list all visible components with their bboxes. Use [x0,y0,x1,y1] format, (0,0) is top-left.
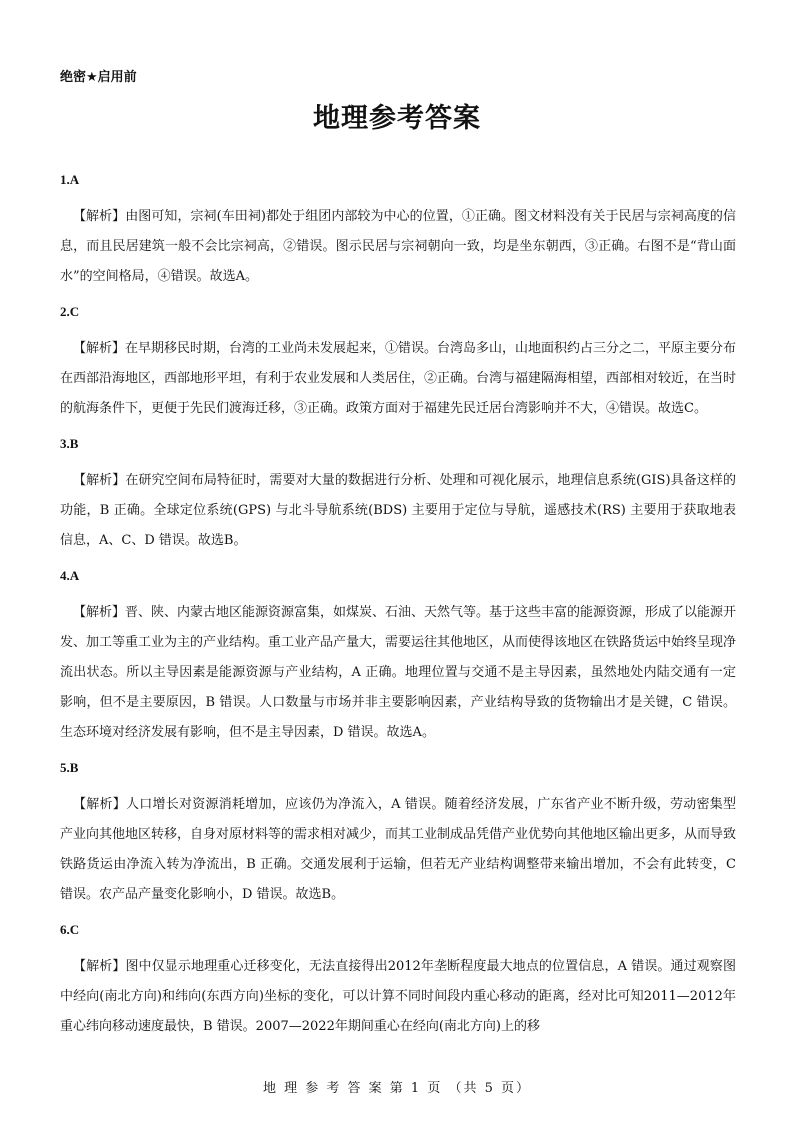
answer-item [60,300,736,424]
answer-item [60,168,736,292]
confidential-label: 绝密★启用前 [60,70,137,85]
answer-analysis: 【解析】人口增长对资源消耗增加，应该仍为净流入，A 错误。随着经济发展，广东省产业不断升级，劳动密集型产业向其他地区转移，自身对原材料等的需求相对减少，而其工业制成品凭借产业优势向其他地区输出更多，从而导致铁路货运由净流入转为净流出，B 正确。交通发展利于运输，但若无产业结构调整带来输出增加，不会有此转变，C 错误。农产品产量变化影响小，D 错误。故选B。 [60,797,737,902]
question-number: 3.B [60,436,79,451]
answer-item [60,564,736,748]
answer-analysis: 【解析】由图可知，宗祠(车田祠)都处于组团内部较为中心的位置，①正确。图文材料没有关于民居与宗祠高度的信息，而且民居建筑一般不会比宗祠高，②错误。图示民居与宗祠朝向一致，均是坐东朝西，③正确。右图不是“背山面水”的空间格局，④错误。故选A。 [60,209,736,284]
page-title: 地理参考答案 [313,103,481,134]
question-number: 4.A [60,568,80,583]
answer-analysis: 【解析】在研究空间布局特征时，需要对大量的数据进行分析、处理和可视化展示，地理信息系统(GIS)具备这样的功能，B 正确。全球定位系统(GPS) 与北斗导航系统(BDS) 主要用于定位与导航，遥感技术(RS) 主要用于获取地表信息，A、C、D 错误。故选B。 [60,473,736,548]
answer-item [60,432,736,556]
question-number: 6.C [60,922,80,937]
answer-analysis: 【解析】在早期移民时期，台湾的工业尚未发展起来，①错误。台湾岛多山，山地面积约占三分之二，平原主要分布在西部沿海地区，西部地形平坦，有利于农业发展和人类居住，②正确。台湾与福建隔海相望，西部相对较近，在当时的航海条件下，更便于先民们渡海迁移，③正确。政策方面对于福建先民迁居台湾影响并不大，④错误。故选C。 [60,341,737,416]
answer-analysis: 【解析】晋、陕、内蒙古地区能源资源富集，如煤炭、石油、天然气等。基于这些丰富的能源资源，形成了以能源开发、加工等重工业为主的产业结构。重工业产品产量大，需要运往其他地区，从而使得该地区在铁路货运中始终呈现净流出状态。所以主导因素是能源资源与产业结构，A 正确。地理位置与交通不是主导因素，虽然地处内陆交通有一定影响，但不是主要原因，B 错误。人口数量与市场并非主要影响因素，产业结构导致的货物输出才是关键，C 错误。生态环境对经济发展有影响，但不是主导因素，D 错误。故选A。 [60,605,737,740]
question-number: 1.A [60,172,80,187]
page-footer: 地 理 参 考 答 案 第 1 页 （共 5 页） [263,1081,531,1096]
answer-analysis: 【解析】图中仅显示地理重心迁移变化，无法直接得出2012年垄断程度最大地点的位置信息，A 错误。通过观察图中经向(南北方向)和纬向(东西方向)坐标的变化，可以计算不同时间段内重心移动的距离，经对比可知2011—2012年重心纬向移动速度最快，B 错误。2007—2022年期间重心在经向(南北方向)上的移 [60,959,736,1034]
question-number: 2.C [60,304,80,319]
question-number: 5.B [60,760,79,775]
answer-list [60,168,736,1050]
answer-item [60,756,736,910]
answer-item [60,918,736,1042]
